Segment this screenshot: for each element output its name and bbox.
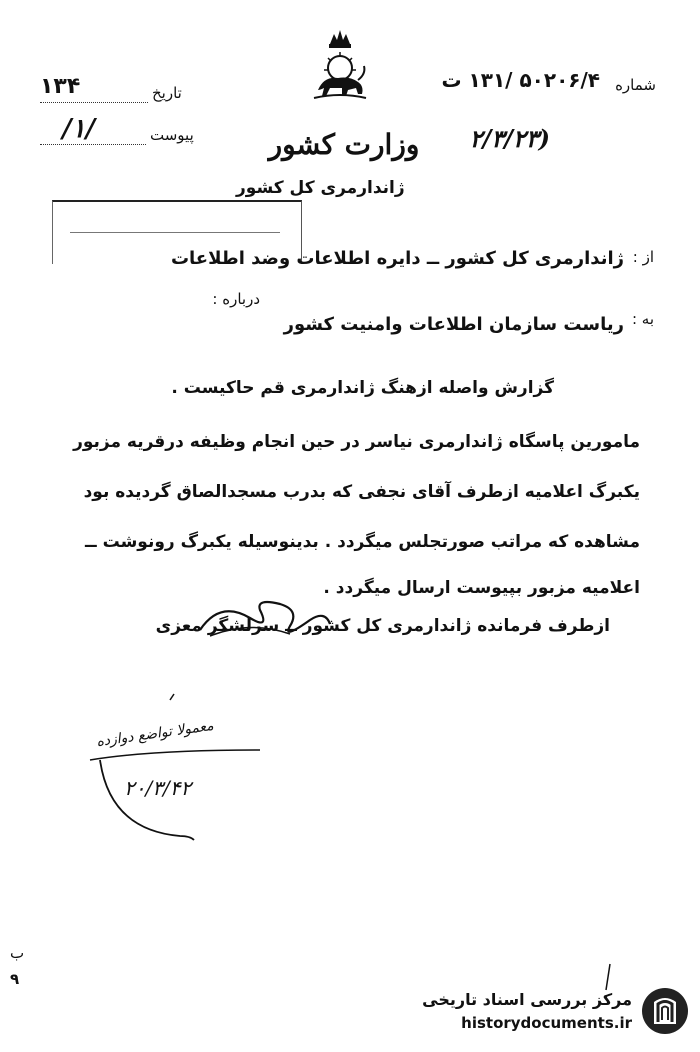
attachment-value: /۱/ xyxy=(62,114,95,144)
lion-and-sun-emblem xyxy=(304,28,376,106)
department-title: ژاندارمری کل کشور xyxy=(236,178,405,198)
report-intro: گزارش واصله ازهنگ ژاندارمری قم حاکیست . xyxy=(171,378,554,398)
handwritten-note: معمولا تواضع دوازده xyxy=(95,717,215,751)
number-value: ۵۰۲۰۶/۴ /۱۳۱ ت xyxy=(441,68,600,92)
to-text: ریاست سازمان اطلاعات وامنیت کشور xyxy=(283,314,624,335)
watermark-url: historydocuments.ir xyxy=(461,1014,632,1032)
to-label: به : xyxy=(631,310,654,328)
from-label: از : xyxy=(632,248,654,266)
date-label: تاریخ xyxy=(152,84,182,102)
subject-label: درباره : xyxy=(212,290,260,308)
number-label: شماره xyxy=(615,76,656,94)
ministry-title: وزارت کشور xyxy=(268,128,420,161)
number-date-handwritten: (۲/۳/۲۳ xyxy=(469,124,550,153)
body-line: مشاهده که مراتب صورتجلس میگردد . بدینوسیله یکبرگ رونوشت ــ xyxy=(85,532,640,552)
handwritten-date: ۲۰/۳/۴۲ xyxy=(124,776,192,800)
body-line: اعلامیه مزبور بپیوست ارسال میگردد . xyxy=(323,578,640,598)
signature-scribble xyxy=(190,590,340,650)
archive-logo-icon xyxy=(640,986,690,1036)
from-text: ژاندارمری کل کشور ــ دایره اطلاعات وضد اطلاعات xyxy=(170,248,624,269)
signoff: ازطرف فرمانده ژاندارمری کل کشور ــ سرلشگر معزی xyxy=(155,616,610,636)
margin-mark: ب xyxy=(10,944,25,962)
date-value: ۱۳۴ xyxy=(40,74,81,99)
body-line: یکبرگ اعلامیه ازطرف آقای نجفی که بدرب مسجدالصاق گردیده بود xyxy=(83,482,640,502)
margin-mark: ۹ xyxy=(10,970,20,988)
body-line: مامورین پاسگاه ژاندارمری نیاسر در حین انجام وظیفه درقریه مزبور xyxy=(73,432,640,452)
handwritten-bracket xyxy=(70,690,270,850)
watermark-name: مرکز بررسی اسناد تاریخی xyxy=(422,990,632,1009)
attachment-label: پیوست xyxy=(150,126,194,144)
